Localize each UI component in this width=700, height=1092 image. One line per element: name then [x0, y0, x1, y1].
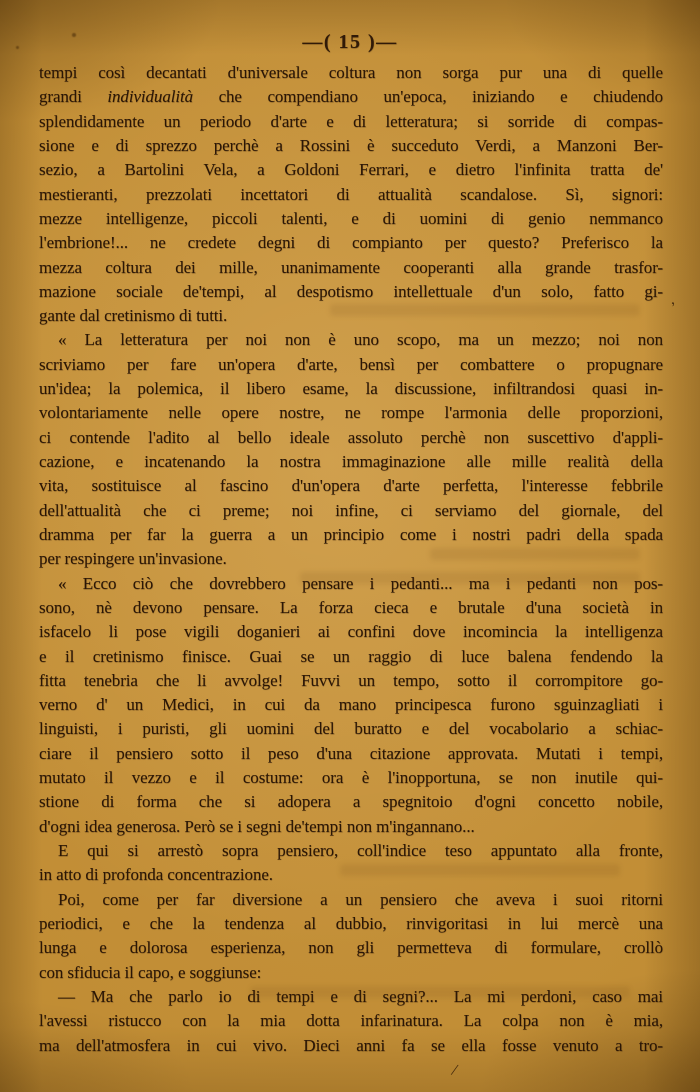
text-line: ci contende l'adito al bello ideale assoluto perchè non suscettivo d'appli- [39, 427, 663, 447]
text-line: l'embrione!... ne credete degni di compianto per questo? Preferisco la [39, 233, 663, 253]
text-line: — Ma che parlo io di tempi e di segni?... La mi perdoni, caso mai [58, 986, 663, 1006]
text-line: vita, sostituisce al fascino d'un'opera d'arte perfetta, l'interesse febbrile [39, 476, 663, 496]
text-line: sono, nè devono pensare. La forza cieca e brutale d'una società in [39, 597, 663, 617]
text-line: mezza coltura dei mille, unanimamente cooperanti alla grande trasfor- [39, 257, 663, 277]
text-line: grandi individualità che compendiano un'epoca, iniziando e chiudendo [39, 87, 663, 107]
page-number-header: —( 15 )— [302, 31, 398, 53]
paragraph [39, 985, 663, 1058]
text-line: splendidamente un periodo d'arte e di letteratura; si sorride di compas- [39, 111, 663, 131]
paragraph [39, 572, 663, 839]
text-line: stione di forma che si adopera a spegnitoio d'ogni concetto nobile, [39, 792, 663, 812]
text-line: mazione sociale de'tempi, al despotismo intellettuale d'un solo, fatto gi- [39, 281, 663, 301]
text-line: « Ecco ciò che dovrebbero pensare i pedanti... ma i pedanti non pos- [58, 573, 663, 593]
text-line: un'idea; la polemica, il libero esame, la discussione, infiltrandosi quasi in- [39, 379, 663, 399]
text-line: mestieranti, prezzolati incettatori di attualità scandalose. Sì, signori: [39, 184, 663, 204]
text-line: Poi, come per far diversione a un pensiero che aveva i suoi ritorni [58, 889, 663, 909]
text-line: mutato il vezzo e il costume: ora è l'inopportuna, se non inutile qui- [39, 768, 663, 788]
paragraph [39, 839, 663, 888]
paragraph [39, 328, 663, 571]
text-line: periodici, e che la tendenza al dubbio, rinvigoritasi in lui mercè una [39, 913, 663, 933]
page-text [39, 61, 663, 1058]
text-line: lunga e dolorosa esperienza, non gli permetteva di formulare, crollò [39, 938, 663, 958]
paragraph [39, 61, 663, 328]
text-line: e il cretinismo finisce. Guai se un raggio di luce balena fendendo la [39, 646, 663, 666]
stray-ink-mark: ’ [669, 299, 680, 317]
text-line: sezio, a Bartolini Vela, a Goldoni Ferrari, e dietro l'infinita tratta de' [39, 160, 663, 180]
text-line: verno d' un Medici, in cui da mano principesca furono sguinzagliati i [39, 695, 663, 715]
text-line: per respingere un'invasione. [39, 549, 227, 569]
text-line: « La letteratura per noi non è uno scopo, ma un mezzo; noi non [58, 330, 663, 350]
text-line: linguisti, i puristi, gli uomini del buratto e del vocabolario a schiac- [39, 719, 663, 739]
text-line: sione e di sprezzo perchè a Rossini è succeduto Verdi, a Manzoni Ber- [39, 135, 663, 155]
stray-ink-mark: / [450, 1061, 458, 1080]
text-line: dell'attualità che ci preme; noi infine, ci serviamo del giornale, del [39, 500, 663, 520]
text-line: d'ogni idea generosa. Però se i segni de'tempi non m'ingannano... [39, 816, 475, 836]
text-line: gante dal cretinismo di tutti. [39, 306, 228, 326]
text-line: con sfiducia il capo, e soggiunse: [39, 962, 262, 982]
text-line: in atto di profonda concentrazione. [39, 865, 273, 885]
text-line: ma dell'atmosfera in cui vivo. Dieci anni fa se ella fosse venuto a tro- [39, 1035, 663, 1055]
text-line: E qui si arrestò sopra pensiero, coll'indice teso appuntato alla fronte, [58, 841, 663, 860]
text-line: isfacelo li pose vigili doganieri ai confini dove incomincia la intelligenza [39, 622, 663, 642]
text-line: ciare il pensiero sotto il peso d'una citazione approvata. Mutati i tempi, [39, 743, 663, 763]
paragraph [39, 888, 663, 985]
text-line: fitta tenebria che li avvolge! Fuvvi un tempo, sotto il corrompitore go- [39, 670, 663, 690]
text-line: scriviamo per fare un'opera d'arte, bensì per combattere o propugnare [39, 354, 663, 374]
text-line: l'avessi ristucco con la mia dotta infarinatura. La colpa non è mia, [39, 1011, 663, 1031]
text-line: volontariamente nelle opere nostre, ne rompe l'armonia delle proporzioni, [39, 403, 663, 423]
text-line: mezze intelligenze, piccoli talenti, e di uomini di genio nemmanco [39, 208, 663, 228]
text-line: tempi così decantati d'universale coltura non sorga pur una di quelle [39, 63, 663, 82]
text-line: cazione, e incatenando la nostra immaginazione alle mille realità della [39, 452, 663, 471]
text-line: dramma per far la guerra a un principio come i nostri padri della spada [39, 524, 663, 544]
